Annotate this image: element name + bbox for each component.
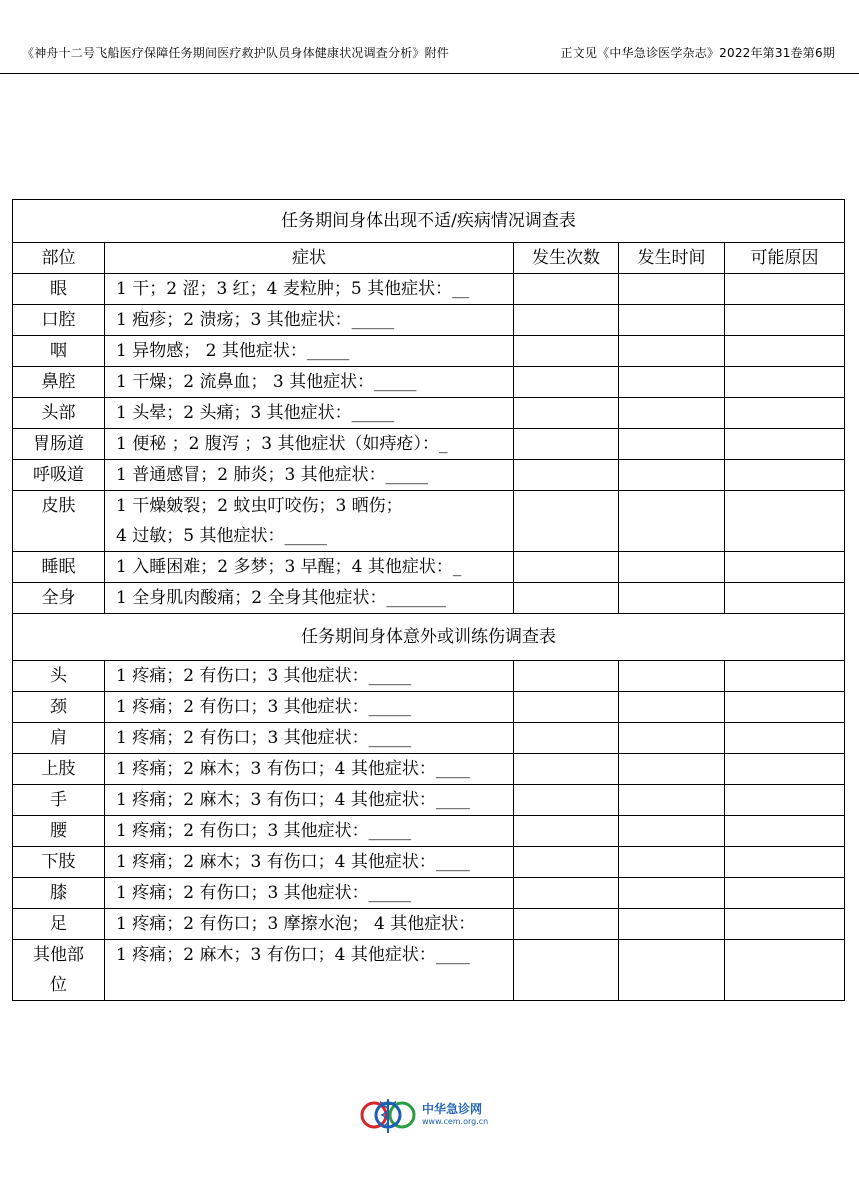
time-cell[interactable] bbox=[619, 305, 725, 336]
logo-site-url: www.cem.org.cn bbox=[422, 1117, 489, 1126]
symptom-cell bbox=[105, 785, 514, 816]
body-part-label: 手 bbox=[50, 790, 67, 810]
body-part-cell bbox=[13, 816, 105, 847]
count-cell[interactable] bbox=[514, 878, 619, 909]
cause-cell[interactable] bbox=[725, 305, 845, 336]
time-cell[interactable] bbox=[619, 552, 725, 583]
col-header-time: 发生时间 bbox=[619, 243, 725, 274]
symptom-cell bbox=[105, 274, 514, 305]
cause-cell[interactable] bbox=[725, 661, 845, 692]
table-row bbox=[13, 940, 845, 1001]
symptom-cell bbox=[105, 336, 514, 367]
symptom-cell bbox=[105, 491, 514, 552]
body-part-label: 膝 bbox=[50, 883, 67, 903]
body-part-label: 腰 bbox=[50, 821, 67, 841]
count-cell[interactable] bbox=[514, 661, 619, 692]
table-row bbox=[13, 398, 845, 429]
body-part-cell bbox=[13, 785, 105, 816]
table-row bbox=[13, 305, 845, 336]
symptom-cell bbox=[105, 367, 514, 398]
header-article-title: 《神舟十二号飞船医疗保障任务期间医疗救护队员身体健康状况调查分析》附件 bbox=[22, 46, 450, 60]
symptom-options: 1 头晕；2 头痛；3 其他症状：_____ bbox=[116, 403, 395, 423]
count-cell[interactable] bbox=[514, 460, 619, 491]
body-part-cell bbox=[13, 398, 105, 429]
symptom-options: 1 疼痛；2 麻木；3 有伤口；4 其他症状：____ bbox=[116, 852, 470, 872]
table-row bbox=[13, 583, 845, 614]
symptom-cell bbox=[105, 661, 514, 692]
body-part-label: 头 bbox=[50, 666, 67, 686]
symptom-options: 1 疼痛；2 麻木；3 有伤口；4 其他症状：____ bbox=[116, 790, 470, 810]
symptom-cell bbox=[105, 909, 514, 940]
cause-cell[interactable] bbox=[725, 583, 845, 614]
logo-site-name: 中华急诊网 bbox=[422, 1102, 483, 1116]
table-row bbox=[13, 754, 845, 785]
body-part-cell bbox=[13, 460, 105, 491]
symptom-options: 1 入睡困难；2 多梦；3 早醒；4 其他症状：_ bbox=[116, 557, 462, 577]
cause-cell[interactable] bbox=[725, 785, 845, 816]
body-part-label: 足 bbox=[50, 914, 67, 934]
symptom-cell bbox=[105, 460, 514, 491]
symptom-cell bbox=[105, 583, 514, 614]
survey-table bbox=[12, 199, 845, 1001]
symptom-options: 1 普通感冒；2 肺炎；3 其他症状：_____ bbox=[116, 465, 429, 485]
body-part-label: 上肢 bbox=[41, 759, 76, 779]
table-row bbox=[13, 661, 845, 692]
symptom-options: 1 异物感； 2 其他症状：_____ bbox=[116, 341, 350, 361]
symptom-cell bbox=[105, 398, 514, 429]
time-cell[interactable] bbox=[619, 909, 725, 940]
time-cell[interactable] bbox=[619, 754, 725, 785]
col-header-count: 发生次数 bbox=[514, 243, 619, 274]
body-part-cell bbox=[13, 940, 105, 1001]
body-part-label: 呼吸道 bbox=[33, 465, 84, 485]
count-cell[interactable] bbox=[514, 491, 619, 552]
table-row bbox=[13, 274, 845, 305]
time-cell[interactable] bbox=[619, 785, 725, 816]
body-part-cell bbox=[13, 305, 105, 336]
count-cell[interactable] bbox=[514, 274, 619, 305]
body-part-cell bbox=[13, 491, 105, 552]
time-cell[interactable] bbox=[619, 692, 725, 723]
body-part-label: 头部 bbox=[41, 403, 76, 423]
body-part-cell bbox=[13, 723, 105, 754]
time-cell[interactable] bbox=[619, 367, 725, 398]
count-cell[interactable] bbox=[514, 583, 619, 614]
body-part-cell bbox=[13, 878, 105, 909]
symptom-options: 1 干；2 涩；3 红；4 麦粒肿；5 其他症状：__ bbox=[116, 279, 470, 299]
time-cell[interactable] bbox=[619, 940, 725, 1001]
symptom-options: 1 疼痛；2 有伤口；3 其他症状：_____ bbox=[116, 728, 412, 748]
symptom-options: 1 疼痛；2 有伤口；3 其他症状：_____ bbox=[116, 697, 412, 717]
symptom-cell bbox=[105, 692, 514, 723]
table-row bbox=[13, 336, 845, 367]
time-cell[interactable] bbox=[619, 398, 725, 429]
time-cell[interactable] bbox=[619, 336, 725, 367]
symptom-options: 1 疼痛；2 麻木；3 有伤口；4 其他症状：____ bbox=[116, 759, 470, 779]
cause-cell[interactable] bbox=[725, 754, 845, 785]
cause-cell[interactable] bbox=[725, 336, 845, 367]
count-cell[interactable] bbox=[514, 429, 619, 460]
count-cell[interactable] bbox=[514, 692, 619, 723]
symptom-options: 1 疼痛；2 有伤口；3 其他症状：_____ bbox=[116, 666, 412, 686]
body-part-label: 咽 bbox=[50, 341, 67, 361]
symptom-cell bbox=[105, 552, 514, 583]
body-part-cell bbox=[13, 909, 105, 940]
body-part-cell bbox=[13, 274, 105, 305]
body-part-cell bbox=[13, 692, 105, 723]
body-part-cell bbox=[13, 583, 105, 614]
time-cell[interactable] bbox=[619, 878, 725, 909]
table-row bbox=[13, 723, 845, 754]
count-cell[interactable] bbox=[514, 398, 619, 429]
table-row bbox=[13, 491, 845, 552]
cause-cell[interactable] bbox=[725, 429, 845, 460]
body-part-label: 其他部 bbox=[33, 945, 84, 965]
symptom-cell bbox=[105, 723, 514, 754]
symptom-cell bbox=[105, 847, 514, 878]
header-journal-citation: 正文见《中华急诊医学杂志》2022年第31卷第6期 bbox=[560, 46, 835, 60]
site-logo bbox=[358, 1095, 498, 1135]
time-cell[interactable] bbox=[619, 847, 725, 878]
body-part-label: 鼻腔 bbox=[41, 372, 76, 392]
cause-cell[interactable] bbox=[725, 398, 845, 429]
body-part-cell bbox=[13, 336, 105, 367]
col-header-symptom: 症状 bbox=[105, 243, 514, 274]
table2-title: 任务期间身体意外或训练伤调查表 bbox=[13, 614, 845, 661]
time-cell[interactable] bbox=[619, 583, 725, 614]
table-row bbox=[13, 429, 845, 460]
count-cell[interactable] bbox=[514, 305, 619, 336]
count-cell[interactable] bbox=[514, 940, 619, 1001]
table-row bbox=[13, 909, 845, 940]
time-cell[interactable] bbox=[619, 274, 725, 305]
table1-title: 任务期间身体出现不适/疾病情况调查表 bbox=[13, 200, 845, 243]
symptom-cell bbox=[105, 305, 514, 336]
body-part-label: 下肢 bbox=[41, 852, 76, 872]
symptom-options: 1 疼痛；2 麻木；3 有伤口；4 其他症状：____ bbox=[116, 945, 470, 965]
body-part-cell bbox=[13, 552, 105, 583]
cause-cell[interactable] bbox=[725, 367, 845, 398]
table-row bbox=[13, 367, 845, 398]
table-header-row bbox=[13, 243, 845, 274]
count-cell[interactable] bbox=[514, 909, 619, 940]
symptom-cell bbox=[105, 940, 514, 1001]
cause-cell[interactable] bbox=[725, 460, 845, 491]
time-cell[interactable] bbox=[619, 816, 725, 847]
table-row bbox=[13, 552, 845, 583]
body-part-label: 睡眠 bbox=[41, 557, 76, 577]
count-cell[interactable] bbox=[514, 367, 619, 398]
cause-cell[interactable] bbox=[725, 847, 845, 878]
symptom-options: 1 疼痛；2 有伤口；3 其他症状：_____ bbox=[116, 821, 412, 841]
count-cell[interactable] bbox=[514, 847, 619, 878]
table-row bbox=[13, 816, 845, 847]
body-part-label: 皮肤 bbox=[41, 496, 76, 516]
symptom-cell bbox=[105, 816, 514, 847]
count-cell[interactable] bbox=[514, 785, 619, 816]
table-row bbox=[13, 878, 845, 909]
symptom-options: 1 疼痛；2 有伤口；3 摩擦水泡； 4 其他症状： bbox=[116, 914, 476, 934]
cause-cell[interactable] bbox=[725, 940, 845, 1001]
body-part-label-line2: 位 bbox=[50, 975, 67, 995]
count-cell[interactable] bbox=[514, 816, 619, 847]
symptom-options: 1 全身肌肉酸痛；2 全身其他症状：_______ bbox=[116, 588, 446, 608]
body-part-cell bbox=[13, 754, 105, 785]
symptom-cell bbox=[105, 754, 514, 785]
count-cell[interactable] bbox=[514, 552, 619, 583]
cause-cell[interactable] bbox=[725, 274, 845, 305]
caduceus-rings-icon bbox=[358, 1095, 418, 1135]
body-part-cell bbox=[13, 367, 105, 398]
cause-cell[interactable] bbox=[725, 491, 845, 552]
symptom-cell bbox=[105, 878, 514, 909]
table-row bbox=[13, 692, 845, 723]
body-part-label: 眼 bbox=[50, 279, 67, 299]
time-cell[interactable] bbox=[619, 429, 725, 460]
body-part-label: 胃肠道 bbox=[33, 434, 84, 454]
cause-cell[interactable] bbox=[725, 909, 845, 940]
col-header-cause: 可能原因 bbox=[725, 243, 845, 274]
time-cell[interactable] bbox=[619, 723, 725, 754]
table-row bbox=[13, 460, 845, 491]
body-part-label: 口腔 bbox=[41, 310, 76, 330]
symptom-options: 1 疼痛；2 有伤口；3 其他症状：_____ bbox=[116, 883, 412, 903]
cause-cell[interactable] bbox=[725, 723, 845, 754]
symptom-options: 1 干燥皴裂；2 蚊虫叮咬伤；3 晒伤； bbox=[116, 496, 403, 516]
col-header-part: 部位 bbox=[13, 243, 105, 274]
table-row bbox=[13, 847, 845, 878]
count-cell[interactable] bbox=[514, 754, 619, 785]
body-part-label: 肩 bbox=[50, 728, 67, 748]
time-cell[interactable] bbox=[619, 491, 725, 552]
cause-cell[interactable] bbox=[725, 878, 845, 909]
body-part-cell bbox=[13, 429, 105, 460]
body-part-cell bbox=[13, 847, 105, 878]
body-part-label: 全身 bbox=[41, 588, 76, 608]
time-cell[interactable] bbox=[619, 661, 725, 692]
symptom-options-line2: 4 过敏；5 其他症状：_____ bbox=[116, 526, 327, 546]
cause-cell[interactable] bbox=[725, 552, 845, 583]
body-part-cell bbox=[13, 661, 105, 692]
table-row bbox=[13, 785, 845, 816]
page-header bbox=[0, 0, 859, 74]
time-cell[interactable] bbox=[619, 460, 725, 491]
count-cell[interactable] bbox=[514, 336, 619, 367]
symptom-options: 1 疱疹；2 溃疡；3 其他症状：_____ bbox=[116, 310, 395, 330]
cause-cell[interactable] bbox=[725, 692, 845, 723]
symptom-cell bbox=[105, 429, 514, 460]
symptom-options: 1 便秘 ；2 腹泻 ；3 其他症状（如痔疮）：_ bbox=[116, 434, 448, 454]
symptom-options: 1 干燥；2 流鼻血； 3 其他症状：_____ bbox=[116, 372, 417, 392]
cause-cell[interactable] bbox=[725, 816, 845, 847]
count-cell[interactable] bbox=[514, 723, 619, 754]
body-part-label: 颈 bbox=[50, 697, 67, 717]
